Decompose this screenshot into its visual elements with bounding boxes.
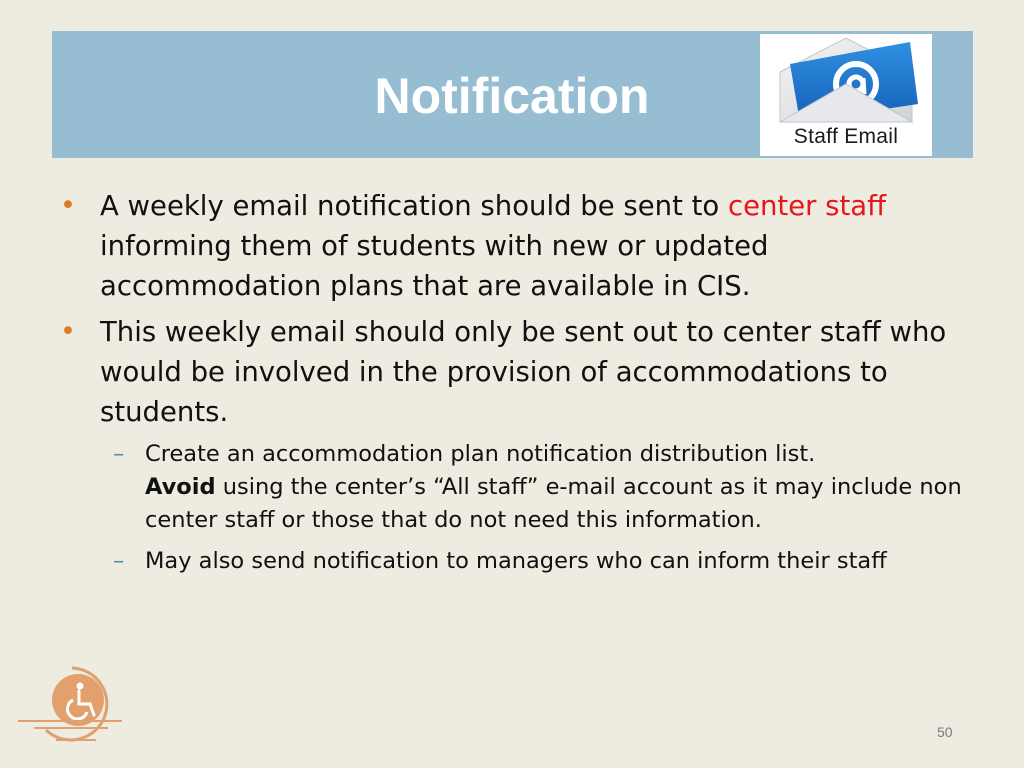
bullet-1-highlight: center staff	[727, 190, 887, 222]
bullet-2	[60, 312, 965, 432]
dash-marker-icon: –	[113, 548, 125, 574]
sub-bullet-1	[60, 438, 965, 537]
bullet-2-text: This weekly email should only be sent out to center staff who would be involved in the provision of accommodations to students.	[100, 316, 947, 428]
wheelchair-accessibility-icon	[16, 660, 128, 746]
slide-title: Notification	[374, 68, 650, 124]
sub-bullet-1-line1: Create an accommodation plan notification distribution list.	[145, 441, 816, 467]
bullet-1-text-before: A weekly email notification should be sent to	[100, 190, 728, 222]
sub-bullet-1-bold: Avoid	[145, 474, 216, 500]
bullet-1	[60, 186, 965, 306]
bullet-dot-icon: •	[60, 190, 76, 221]
sub-bullet-2	[60, 545, 965, 578]
slide-content	[60, 186, 965, 586]
dash-marker-icon: –	[113, 441, 125, 467]
staff-email-label: Staff Email	[793, 125, 899, 148]
staff-email-badge	[760, 34, 932, 156]
sub-bullet-2-text: May also send notification to managers who can inform their staff	[145, 548, 887, 574]
bullet-1-text-after: informing them of students with new or updated accommodation plans that are available in CIS.	[100, 230, 769, 302]
bullet-dot-icon: •	[60, 316, 76, 347]
sub-bullet-1-rest: using the center’s “All staff” e-mail account as it may include non center staff or those that do not need this information.	[145, 474, 962, 533]
page-number: 50	[937, 724, 953, 740]
